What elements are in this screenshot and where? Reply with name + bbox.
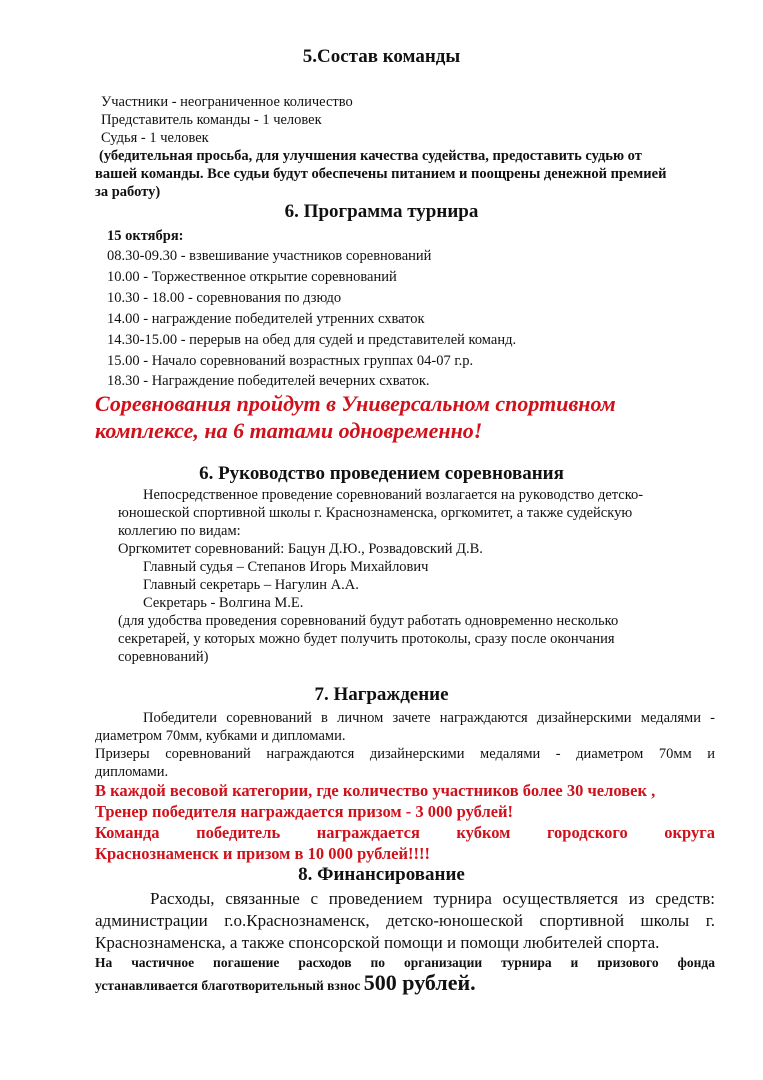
venue-line-2: комплексе, на 6 татами одновременно! <box>95 418 483 443</box>
judge-line: Судья - 1 человек <box>101 130 209 146</box>
schedule-item: 08.30-09.30 - взвешивание участников соревнований <box>107 248 432 264</box>
funding-line-3: Краснознаменска, а также спонсорской помощи и помощи любителей спорта. <box>95 933 660 952</box>
participants-line: Участники - неограниченное количество <box>101 94 353 110</box>
management-intro-line-1: Непосредственное проведение соревнований возлагается на руководство детско- <box>143 487 644 503</box>
staff-line: Секретарь - Волгина М.Е. <box>143 595 304 611</box>
team-prize-line-2: Краснознаменск и призом в 10 000 рублей!!!! <box>95 844 430 863</box>
secretaries-note-line-2: секретарей, у которых можно будет получить протоколы, сразу после окончания <box>118 631 615 647</box>
fee-line-1: На частичное погашение расходов по организации турнира и призового фонда <box>95 955 715 970</box>
schedule-item: 14.30-15.00 - перерыв на обед для судей и представителей команд. <box>107 332 517 348</box>
schedule-item: 15.00 - Начало соревнований возрастных группах 04-07 г.р. <box>107 353 474 369</box>
funding-line-2: администрации г.о.Краснознаменск, детско-юношеской спортивной школы г. <box>95 911 715 930</box>
schedule-item: 10.00 - Торжественное открытие соревнований <box>107 269 397 285</box>
coach-prize-line-1: В каждой весовой категории, где количество участников более 30 человек , <box>95 781 656 800</box>
schedule-item: 14.00 - награждение победителей утренних схваток <box>107 311 425 327</box>
judge-note-line-2: вашей команды. Все судьи будут обеспечены питанием и поощрены денежной премией <box>95 166 667 182</box>
winners-line-2: диаметром 70мм, кубками и дипломами. <box>95 728 346 744</box>
funding-line-1: Расходы, связанные с проведением турнира осуществляется из средств: <box>150 889 715 908</box>
management-intro-line-3: коллегию по видам: <box>118 523 241 539</box>
prizewinners-line-1: Призеры соревнований награждаются дизайнерскими медалями - диаметром 70мм и <box>95 746 715 762</box>
section-7-title: 7. Награждение <box>314 684 449 705</box>
secretaries-note-line-1: (для удобства проведения соревнований будут работать одновременно несколько <box>118 613 619 629</box>
venue-line-1: Соревнования пройдут в Универсальном спортивном <box>95 391 616 416</box>
section-5-title: 5.Состав команды <box>302 46 461 67</box>
coach-prize-line-2: Тренер победителя награждается призом - 3 000 рублей! <box>95 802 514 821</box>
section-8-title: 8. Финансирование <box>298 864 465 885</box>
fee-amount: 500 рублей. <box>363 970 476 995</box>
winners-line-1: Победители соревнований в личном зачете награждаются дизайнерскими медалями - <box>143 710 715 726</box>
section-6-program-title: 6. Программа турнира <box>284 201 479 222</box>
fee-prefix: устанавливается благотворительный взнос <box>95 978 364 993</box>
secretaries-note-line-3: соревнований) <box>118 649 209 665</box>
prizewinners-line-2: дипломами. <box>95 764 169 780</box>
team-prize-line-1: Команда победитель награждается кубком городского округа <box>95 823 715 842</box>
section-6-management-title: 6. Руководство проведением соревнования <box>199 463 564 484</box>
fee-line-2 <box>95 970 476 996</box>
staff-line: Главный судья – Степанов Игорь Михайлович <box>143 559 429 575</box>
program-date: 15 октября: <box>107 228 184 244</box>
judge-note-line-3: за работу) <box>95 184 161 200</box>
orgcommittee-line: Оргкомитет соревнований: Бацун Д.Ю., Розвадовский Д.В. <box>118 541 483 557</box>
judge-note-line-1: (убедительная просьба, для улучшения качества судейства, предоставить судью от <box>99 148 642 164</box>
schedule-item: 10.30 - 18.00 - соревнования по дзюдо <box>107 290 342 306</box>
management-intro-line-2: юношеской спортивной школы г. Краснознаменска, оргкомитет, а также судейскую <box>118 505 633 521</box>
schedule-item: 18.30 - Награждение победителей вечерних схваток. <box>107 373 430 389</box>
staff-line: Главный секретарь – Нагулин А.А. <box>143 577 359 593</box>
representative-line: Представитель команды - 1 человек <box>101 112 322 128</box>
